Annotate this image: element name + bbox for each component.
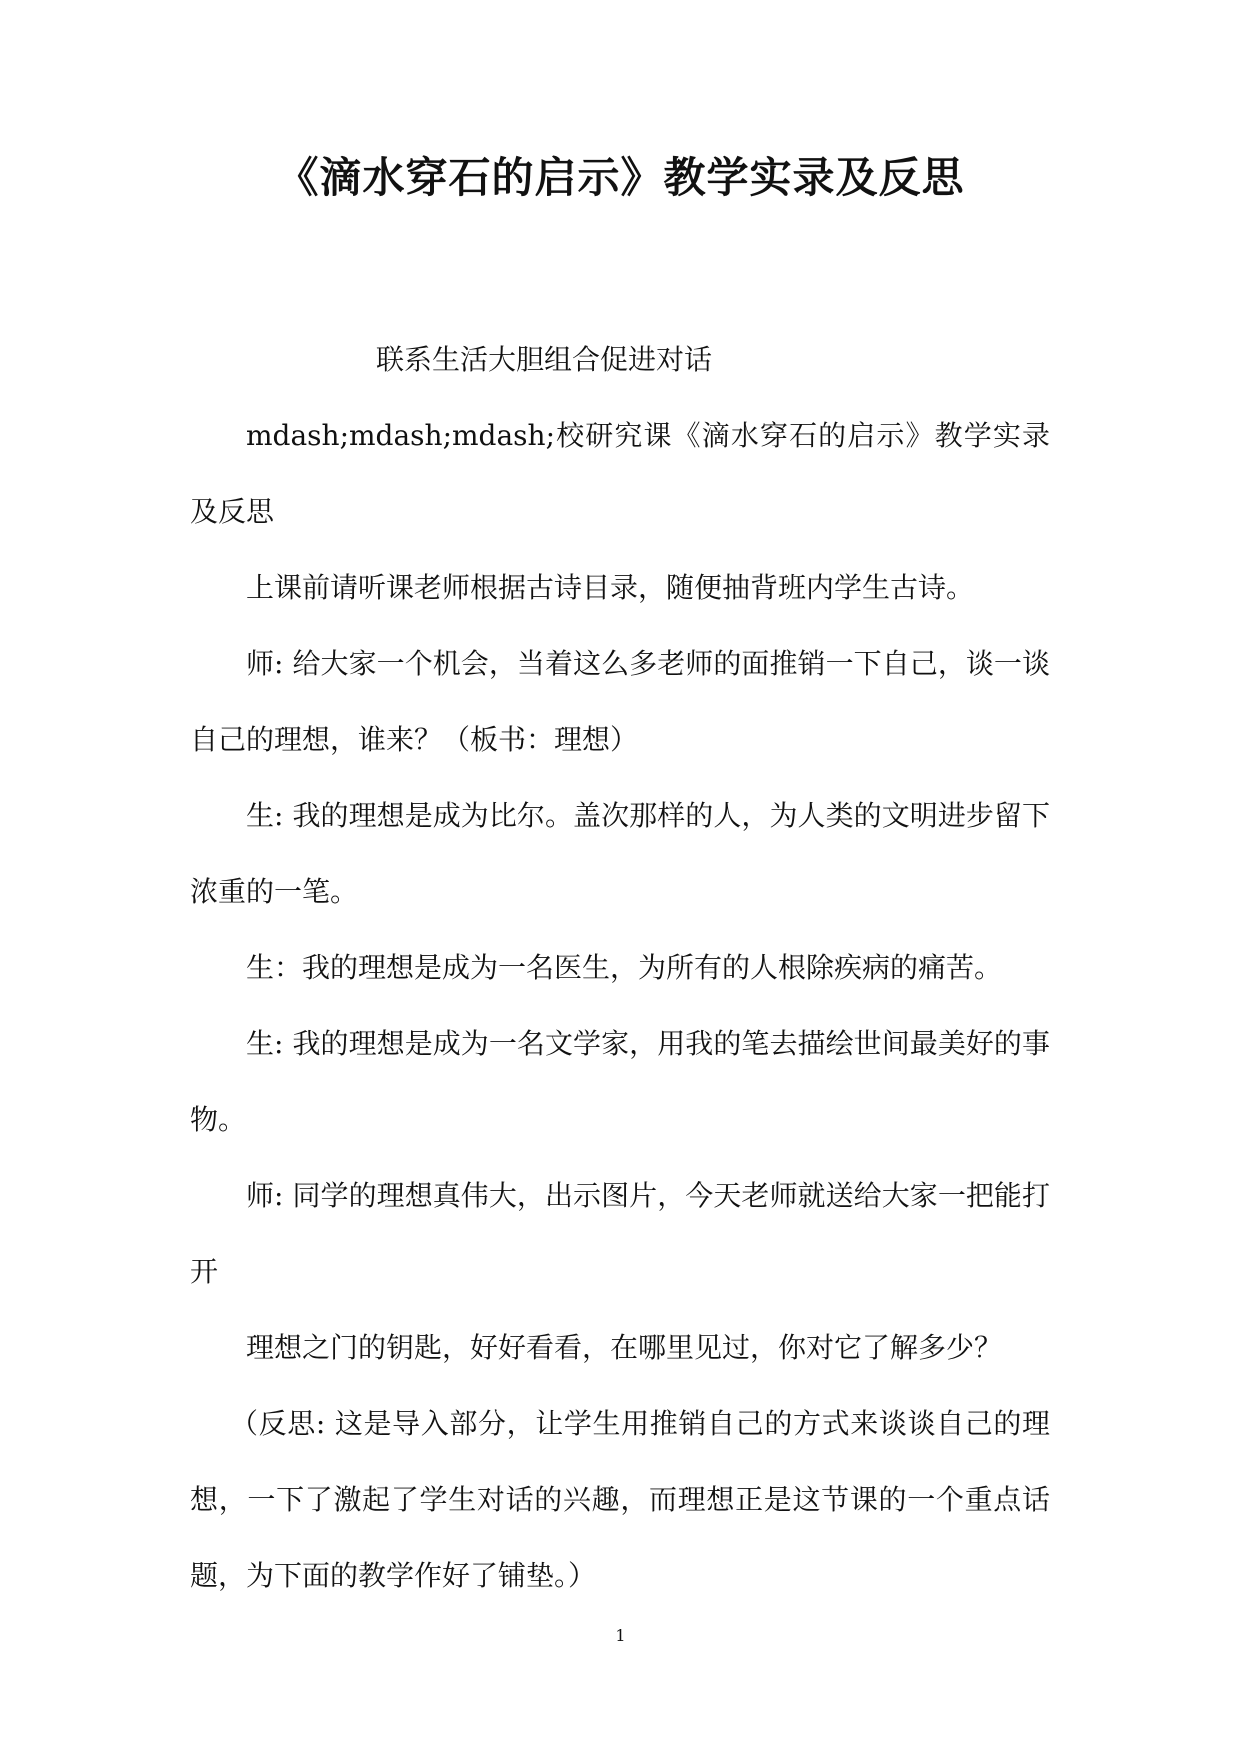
paragraph: 生: 我的理想是成为一名文学家，用我的笔去描绘世间最美好的事物。 bbox=[190, 1027, 1050, 1136]
document-title: 《滴水穿石的启示》教学实录及反思 bbox=[276, 153, 965, 202]
page-number: 1 bbox=[615, 1626, 626, 1645]
paragraph: mdash;mdash;mdash;校研究课《滴水穿石的启示》教学实录及反思 bbox=[190, 419, 1050, 528]
paragraph: 师: 同学的理想真伟大，出示图片，今天老师就送给大家一把能打开 bbox=[190, 1179, 1050, 1288]
paragraph: 上课前请听课老师根据古诗目录，随便抽背班内学生古诗。 bbox=[246, 571, 975, 604]
paragraph: 理想之门的钥匙，好好看看，在哪里见过，你对它了解多少？ bbox=[246, 1331, 1003, 1364]
paragraph: 师: 给大家一个机会，当着这么多老师的面推销一下自己，谈一谈自己的理想，谁来？（板书：理想） bbox=[190, 647, 1050, 756]
subtitle: 联系生活大胆组合促进对话 bbox=[376, 343, 713, 376]
paragraph: 生: 我的理想是成为比尔。盖次那样的人，为人类的文明进步留下浓重的一笔。 bbox=[190, 799, 1050, 908]
paragraph: 生：我的理想是成为一名医生，为所有的人根除疾病的痛苦。 bbox=[246, 951, 1003, 984]
reflection-paragraph: （反思: 这是导入部分，让学生用推销自己的方式来谈谈自己的理想，一下了激起了学生对话的兴趣，而理想正是这节课的一个重点话题，为下面的教学作好了铺垫。） bbox=[190, 1407, 1050, 1592]
document-body bbox=[190, 322, 1050, 1614]
